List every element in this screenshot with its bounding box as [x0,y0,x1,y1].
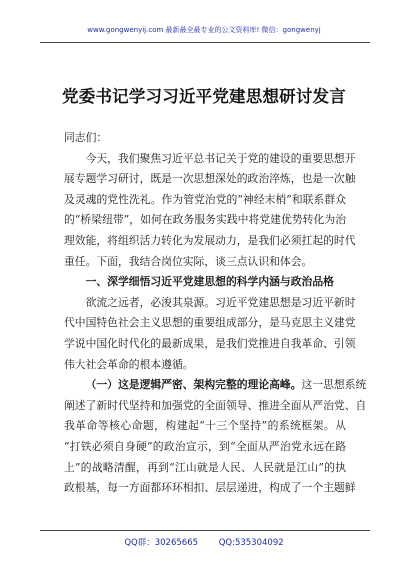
text-line: “打铁必须自身硬”的政治宣示，到“全面从严治党永远在路 [64,439,346,453]
footer-qq-group: QQ群：30265665 [124,538,199,548]
paragraph-intro [64,149,356,273]
header-divider [40,42,370,43]
document-title: 党委书记学习习近平党建思想研讨发言 [62,87,346,106]
text-line: 上”的战略清醒，再到“江山就是人民、人民就是江山”的执 [64,460,346,474]
text-line: 阐述了新时代坚持和加强党的全面领导、推进全面从严治党、自 [64,398,367,412]
footer-divider [40,530,370,531]
subsection-heading: （一）这是逻辑严密、架构完整的理论高峰。 [85,378,302,392]
text-line: 欲流之远者，必浚其泉源。习近平党建思想是习近平新时 [85,295,356,309]
page-footer [0,536,408,548]
document-body [64,128,367,499]
text-line: 代中国特色社会主义思想的重要组成部分，是马克思主义建党 [64,316,356,330]
salutation: 同志们： [64,131,108,144]
text-line: （一）这是逻辑严密、架构完整的理论高峰。这一思想系统 [85,378,367,392]
text-line: 学说中国化时代化的最新成果，是我们党推进自我革命、引领 [64,336,356,350]
text-line: 重任。下面，我结合岗位实际，谈三点认识和体会。 [64,254,313,268]
paragraph-section-1 [64,293,356,375]
paragraph-subsection-1 [64,375,367,499]
text-line: 展专题学习研讨，既是一次思想深处的政治淬炼，也是一次触 [64,172,356,186]
text-line: 伟大社会革命的根本遵循。 [64,357,194,371]
text-line: 理效能，将组织活力转化为发展动力，是我们必须扛起的时代 [64,233,356,247]
page-header: www.gongwenyij.com 最新最全最专业的公文资料库! 微信：gongwenyj [87,26,321,34]
text-line: 的“桥梁纽带”，如何在政务服务实践中将党建优势转化为治 [64,213,346,227]
text-line: 及灵魂的党性洗礼。作为管党治党的“神经末梢”和联系群众 [64,192,346,206]
text-line: 我革命等核心命题，构建起“十三个坚持”的系统框架。从 [64,419,346,433]
text-line: 政根基，每一方面都环环相扣、层层递进，构成了一个主题鲜 [64,481,356,495]
section-heading: 一、深学细悟习近平党建思想的科学内涵与政治品格 [85,275,334,289]
text-line: 今天，我们聚焦习近平总书记关于党的建设的重要思想开 [85,151,356,165]
footer-qq-contact: QQ:535304092 [218,538,284,548]
